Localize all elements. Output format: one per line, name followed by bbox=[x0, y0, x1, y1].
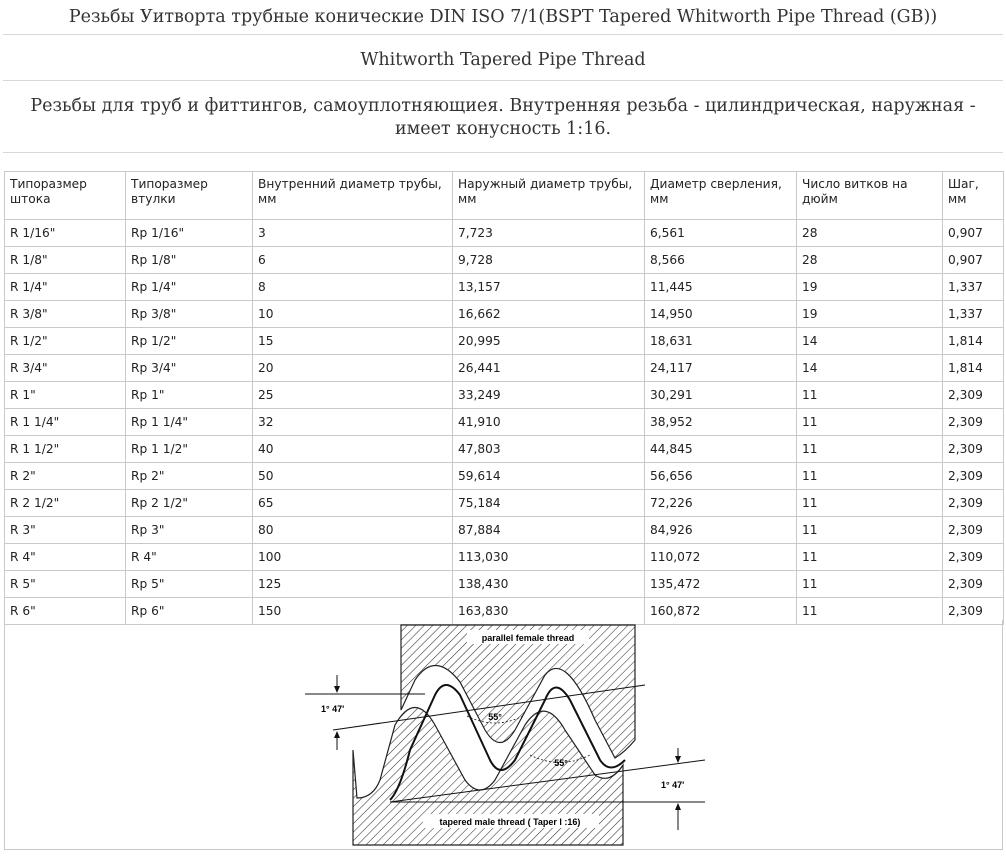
table-cell: 8 bbox=[253, 274, 453, 301]
column-header: Внутренний диаметр трубы, мм bbox=[253, 172, 453, 220]
table-row bbox=[5, 382, 1004, 409]
table-cell: R 3" bbox=[5, 517, 126, 544]
column-header: Типоразмер штока bbox=[5, 172, 126, 220]
table-cell: 14 bbox=[797, 328, 943, 355]
table-cell: 11 bbox=[797, 571, 943, 598]
table-cell: 11 bbox=[797, 382, 943, 409]
arrow-head bbox=[675, 756, 681, 763]
divider bbox=[3, 80, 1003, 81]
table-cell: 9,728 bbox=[453, 247, 645, 274]
column-header: Диаметр сверления, мм bbox=[645, 172, 797, 220]
table-cell: Rp 1/8" bbox=[126, 247, 253, 274]
table-cell: 24,117 bbox=[645, 355, 797, 382]
table-cell: 59,614 bbox=[453, 463, 645, 490]
table-cell: 75,184 bbox=[453, 490, 645, 517]
table-row bbox=[5, 220, 1004, 247]
table-cell: R 6" bbox=[5, 598, 126, 625]
description-line-2: имеет конусность 1:16. bbox=[394, 119, 612, 139]
table-cell: 8,566 bbox=[645, 247, 797, 274]
table-cell: 19 bbox=[797, 301, 943, 328]
thread-table bbox=[4, 171, 1004, 625]
table-cell: 2,309 bbox=[943, 436, 1004, 463]
taper-angle-right: 1° 47' bbox=[661, 780, 685, 790]
table-cell: 6 bbox=[253, 247, 453, 274]
table-cell: 163,830 bbox=[453, 598, 645, 625]
table-cell: 11,445 bbox=[645, 274, 797, 301]
column-header: Шаг, мм bbox=[943, 172, 1004, 220]
table-cell: 125 bbox=[253, 571, 453, 598]
table-cell: Rp 3/8" bbox=[126, 301, 253, 328]
table-cell: 2,309 bbox=[943, 382, 1004, 409]
table-cell: R 1/8" bbox=[5, 247, 126, 274]
table-cell: 7,723 bbox=[453, 220, 645, 247]
table-cell: 0,907 bbox=[943, 247, 1004, 274]
table-row bbox=[5, 490, 1004, 517]
table-cell: 6,561 bbox=[645, 220, 797, 247]
table-cell: R 5" bbox=[5, 571, 126, 598]
table-cell: Rp 6" bbox=[126, 598, 253, 625]
table-cell: 1,814 bbox=[943, 328, 1004, 355]
table-cell: R 2 1/2" bbox=[5, 490, 126, 517]
table-cell: 1,337 bbox=[943, 301, 1004, 328]
table-cell: 11 bbox=[797, 517, 943, 544]
table-cell: Rp 1/2" bbox=[126, 328, 253, 355]
table-cell: 11 bbox=[797, 409, 943, 436]
table-cell: 11 bbox=[797, 598, 943, 625]
table-cell: 14 bbox=[797, 355, 943, 382]
table-cell: 160,872 bbox=[645, 598, 797, 625]
table-cell: 80 bbox=[253, 517, 453, 544]
table-cell: 100 bbox=[253, 544, 453, 571]
table-row bbox=[5, 301, 1004, 328]
table-row bbox=[5, 517, 1004, 544]
column-header: Число витков на дюйм bbox=[797, 172, 943, 220]
table-cell: R 1 1/4" bbox=[5, 409, 126, 436]
table-row bbox=[5, 274, 1004, 301]
table-cell: Rp 2 1/2" bbox=[126, 490, 253, 517]
table-cell: 1,337 bbox=[943, 274, 1004, 301]
thread-diagram-svg bbox=[5, 620, 1002, 850]
table-cell: 2,309 bbox=[943, 463, 1004, 490]
table-cell: R 2" bbox=[5, 463, 126, 490]
table-cell: 11 bbox=[797, 463, 943, 490]
table-cell: 150 bbox=[253, 598, 453, 625]
table-cell: 87,884 bbox=[453, 517, 645, 544]
table-cell: 11 bbox=[797, 490, 943, 517]
table-row bbox=[5, 328, 1004, 355]
column-header: Типоразмер втулки bbox=[126, 172, 253, 220]
subtitle: Whitworth Tapered Pipe Thread bbox=[360, 50, 646, 70]
table-cell: 18,631 bbox=[645, 328, 797, 355]
table-cell: Rp 5" bbox=[126, 571, 253, 598]
table-cell: 11 bbox=[797, 436, 943, 463]
table-cell: 40 bbox=[253, 436, 453, 463]
table-cell: 25 bbox=[253, 382, 453, 409]
table-cell: Rp 1/4" bbox=[126, 274, 253, 301]
table-cell: 56,656 bbox=[645, 463, 797, 490]
table-cell: R 1/2" bbox=[5, 328, 126, 355]
page-title: Резьбы Уитворта трубные конические DIN ISO 7/1(BSPT Tapered Whitworth Pipe Thread (GB)) bbox=[68, 7, 938, 27]
table-cell: Rp 1 1/2" bbox=[126, 436, 253, 463]
table-cell: 113,030 bbox=[453, 544, 645, 571]
arrow-head bbox=[334, 731, 340, 738]
table-cell: R 3/8" bbox=[5, 301, 126, 328]
table-cell: R 1" bbox=[5, 382, 126, 409]
divider bbox=[3, 34, 1003, 35]
table-cell: 30,291 bbox=[645, 382, 797, 409]
table-body bbox=[5, 220, 1004, 625]
table-cell: 14,950 bbox=[645, 301, 797, 328]
table-cell: 50 bbox=[253, 463, 453, 490]
table-cell: 13,157 bbox=[453, 274, 645, 301]
arrow-head bbox=[675, 803, 681, 810]
table-cell: 138,430 bbox=[453, 571, 645, 598]
table-cell: 20,995 bbox=[453, 328, 645, 355]
angle-label-bottom: 55° bbox=[554, 758, 568, 768]
table-cell: 2,309 bbox=[943, 490, 1004, 517]
description bbox=[0, 95, 1006, 141]
table-row bbox=[5, 409, 1004, 436]
table-cell: 65 bbox=[253, 490, 453, 517]
table-cell: 28 bbox=[797, 220, 943, 247]
table-cell: 16,662 bbox=[453, 301, 645, 328]
table-cell: R 1/4" bbox=[5, 274, 126, 301]
table-cell: R 1/16" bbox=[5, 220, 126, 247]
table-row bbox=[5, 436, 1004, 463]
table-cell: 1,814 bbox=[943, 355, 1004, 382]
table-cell: 11 bbox=[797, 544, 943, 571]
table-cell: 26,441 bbox=[453, 355, 645, 382]
description-line-1: Резьбы для труб и фиттингов, самоуплотняющиея. Внутренняя резьба - цилиндрическая, наружная - bbox=[30, 96, 976, 116]
table-cell: R 4" bbox=[5, 544, 126, 571]
table-header-row bbox=[5, 172, 1004, 220]
table-cell: 110,072 bbox=[645, 544, 797, 571]
table-cell: 20 bbox=[253, 355, 453, 382]
table-cell: 2,309 bbox=[943, 544, 1004, 571]
table-cell: Rp 3" bbox=[126, 517, 253, 544]
table-cell: 41,910 bbox=[453, 409, 645, 436]
table-cell: 10 bbox=[253, 301, 453, 328]
table-cell: 33,249 bbox=[453, 382, 645, 409]
table-cell: R 4" bbox=[126, 544, 253, 571]
table-cell: 2,309 bbox=[943, 517, 1004, 544]
table-cell: Rp 1" bbox=[126, 382, 253, 409]
table-cell: 2,309 bbox=[943, 598, 1004, 625]
table-cell: 135,472 bbox=[645, 571, 797, 598]
table-row bbox=[5, 544, 1004, 571]
table-row bbox=[5, 463, 1004, 490]
table-cell: 2,309 bbox=[943, 571, 1004, 598]
table-cell: 47,803 bbox=[453, 436, 645, 463]
table-cell: 15 bbox=[253, 328, 453, 355]
table-cell: Rp 3/4" bbox=[126, 355, 253, 382]
arrow-head bbox=[334, 686, 340, 693]
table-cell: 0,907 bbox=[943, 220, 1004, 247]
thread-diagram bbox=[4, 620, 1003, 850]
table-cell: 2,309 bbox=[943, 409, 1004, 436]
table-cell: 38,952 bbox=[645, 409, 797, 436]
taper-angle-left: 1° 47' bbox=[321, 704, 345, 714]
table-cell: R 3/4" bbox=[5, 355, 126, 382]
table-cell: Rp 1 1/4" bbox=[126, 409, 253, 436]
table-cell: Rp 1/16" bbox=[126, 220, 253, 247]
table-row bbox=[5, 571, 1004, 598]
female-label: parallel female thread bbox=[481, 633, 575, 643]
table-cell: 28 bbox=[797, 247, 943, 274]
table-cell: Rp 2" bbox=[126, 463, 253, 490]
divider bbox=[3, 152, 1003, 153]
male-label: tapered male thread ( Taper l :16) bbox=[439, 817, 581, 827]
column-header: Наружный диаметр трубы, мм bbox=[453, 172, 645, 220]
table-cell: 3 bbox=[253, 220, 453, 247]
angle-label-top: 55° bbox=[488, 712, 502, 722]
table-cell: R 1 1/2" bbox=[5, 436, 126, 463]
table-row bbox=[5, 355, 1004, 382]
table-row bbox=[5, 247, 1004, 274]
table-cell: 84,926 bbox=[645, 517, 797, 544]
table-cell: 19 bbox=[797, 274, 943, 301]
table-cell: 72,226 bbox=[645, 490, 797, 517]
table-cell: 32 bbox=[253, 409, 453, 436]
table-cell: 44,845 bbox=[645, 436, 797, 463]
